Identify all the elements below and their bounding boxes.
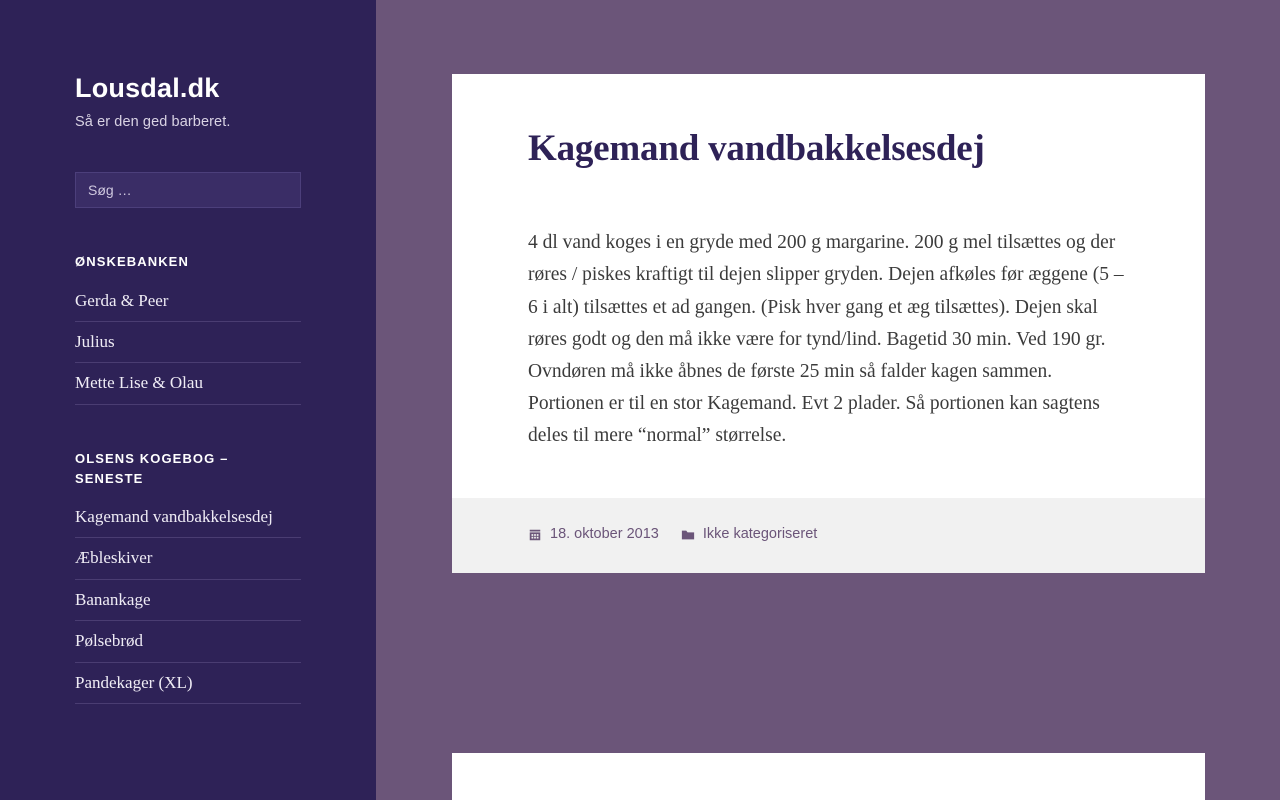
sidebar-link-poelsebroed[interactable]: Pølsebrød: [75, 631, 143, 651]
post-category-link[interactable]: [681, 526, 817, 543]
site-title[interactable]: Lousdal.dk: [75, 73, 220, 103]
site-description: Så er den ged barberet.: [75, 114, 231, 131]
list-item: [75, 538, 301, 579]
list-item: [75, 322, 301, 363]
page-title: Kagemand vandbakkelsesdej: [528, 128, 985, 169]
list-item: [75, 281, 301, 322]
sidebar-link-pandekager-xl[interactable]: Pandekager (XL): [75, 672, 193, 692]
search-input[interactable]: [75, 172, 301, 208]
sidebar-link-julius[interactable]: Julius: [75, 331, 115, 351]
post-paragraph-1: 4 dl vand koges i en gryde med 200 g margarine. 200 g mel tilsættes og der røres / piskes kraftigt til dejen slipper gryden. Dejen afkøles før æggene (5 – 6 i alt) tilsættes et ad gangen. (Pisk hver gang et æg tilsættes). Dejen skal røres godt og den må ikke være for tynd/lind. Bagetid 30 min. Ved 190 gr. Ovndøren må ikke åbnes de første 25 min så falder kagen sammen.: [528, 232, 1124, 382]
sidebar-link-kagemand-vandbakkelsesdej[interactable]: Kagemand vandbakkelsesdej: [75, 506, 273, 526]
list-item: [75, 663, 301, 704]
post-category-label: Ikke kategoriseret: [702, 526, 818, 543]
post-meta: [452, 498, 1205, 573]
post-article: [452, 74, 1205, 573]
list-item: [75, 621, 301, 662]
list-item: [75, 363, 301, 404]
post-body: [452, 74, 1205, 498]
sidebar-link-banankage[interactable]: Banankage: [75, 589, 151, 609]
widget-title: OLSENS KOGEBOG – SENESTE: [75, 450, 229, 486]
calendar-icon: [528, 528, 542, 542]
search-form: [75, 172, 301, 208]
sidebar-link-aebleskiver[interactable]: Æbleskiver: [75, 548, 153, 568]
post-date-label: 18. oktober 2013: [550, 526, 659, 543]
sidebar-link-gerda-peer[interactable]: Gerda & Peer: [75, 290, 169, 310]
post-content: [528, 227, 1129, 452]
list-item: [75, 580, 301, 621]
post-paragraph-2: Portionen er til en stor Kagemand. Evt 2 plader. Så portionen kan sagtens deles til mere “normal” størrelse.: [528, 393, 1100, 447]
next-post-article: [452, 753, 1205, 800]
sidebar-link-mette-lise-olau[interactable]: Mette Lise & Olau: [75, 373, 203, 393]
widget-title: ØNSKEBANKEN: [75, 254, 189, 270]
widget-olsens-kogebog: [75, 449, 301, 704]
widget-list: [75, 497, 301, 704]
widget-list: [75, 281, 301, 405]
main-content: [376, 0, 1280, 800]
sidebar: [0, 0, 376, 800]
widget-oenskebanken: [75, 252, 301, 404]
post-date-link[interactable]: [528, 526, 659, 543]
folder-icon: [681, 528, 695, 542]
list-item: [75, 497, 301, 538]
